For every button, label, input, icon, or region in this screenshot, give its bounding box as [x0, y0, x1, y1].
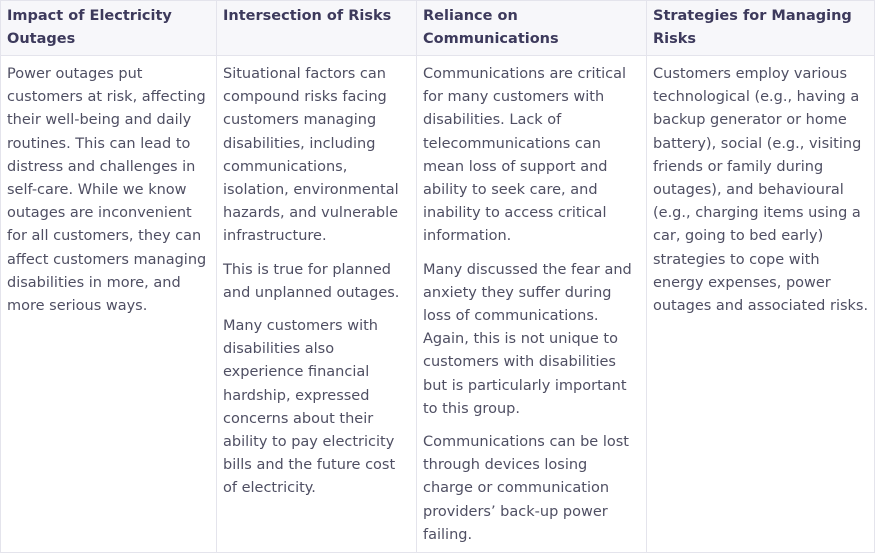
header-impact: Impact of Electricity Outages — [1, 1, 217, 56]
intersection-paragraph-3: Many customers with disabilities also experience financial hardship, expressed concerns about their ability to pay electricity bills and the future cost of electricity. — [223, 318, 396, 497]
header-intersection: Intersection of Risks — [217, 1, 417, 56]
header-reliance: Reliance on Communications — [417, 1, 647, 56]
reliance-paragraph-3: Communications can be lost through devices losing charge or communication providers’ back-up power failing. — [423, 434, 629, 543]
intersection-paragraph-2: This is true for planned and unplanned outages. — [223, 261, 400, 301]
reliance-paragraph-1: Communications are critical for many customers with disabilities. Lack of telecommunications can mean loss of support and ability to seek care, and inability to access critical information. — [423, 66, 627, 245]
impact-paragraph: Power outages put customers at risk, affecting their well-being and daily routines. This can lead to distress and challenges in self-care. While we know outages are inconvenient for all customers, they can affect customers managing disabilities in more, and more serious ways. — [7, 66, 207, 315]
cell-strategies — [647, 56, 875, 553]
reliance-paragraph-2: Many discussed the fear and anxiety they suffer during loss of communications. Again, this is not unique to customers with disabilities but is particularly important to this group. — [423, 261, 632, 417]
intersection-paragraph-1: Situational factors can compound risks facing customers managing disabilities, including communications, isolation, environmental hazards, and vulnerable infrastructure. — [223, 66, 399, 245]
strategies-paragraph: Customers employ various technological (e.g., having a backup generator or home battery), social (e.g., visiting friends or family during outages), and behavioural (e.g., charging items using a car, going to bed early) strategies to cope with energy expenses, power outages and associated risks. — [653, 66, 869, 315]
cell-intersection — [217, 56, 417, 553]
cell-impact — [1, 56, 217, 553]
cell-reliance — [417, 56, 647, 553]
header-strategies: Strategies for Managing Risks — [647, 1, 875, 56]
